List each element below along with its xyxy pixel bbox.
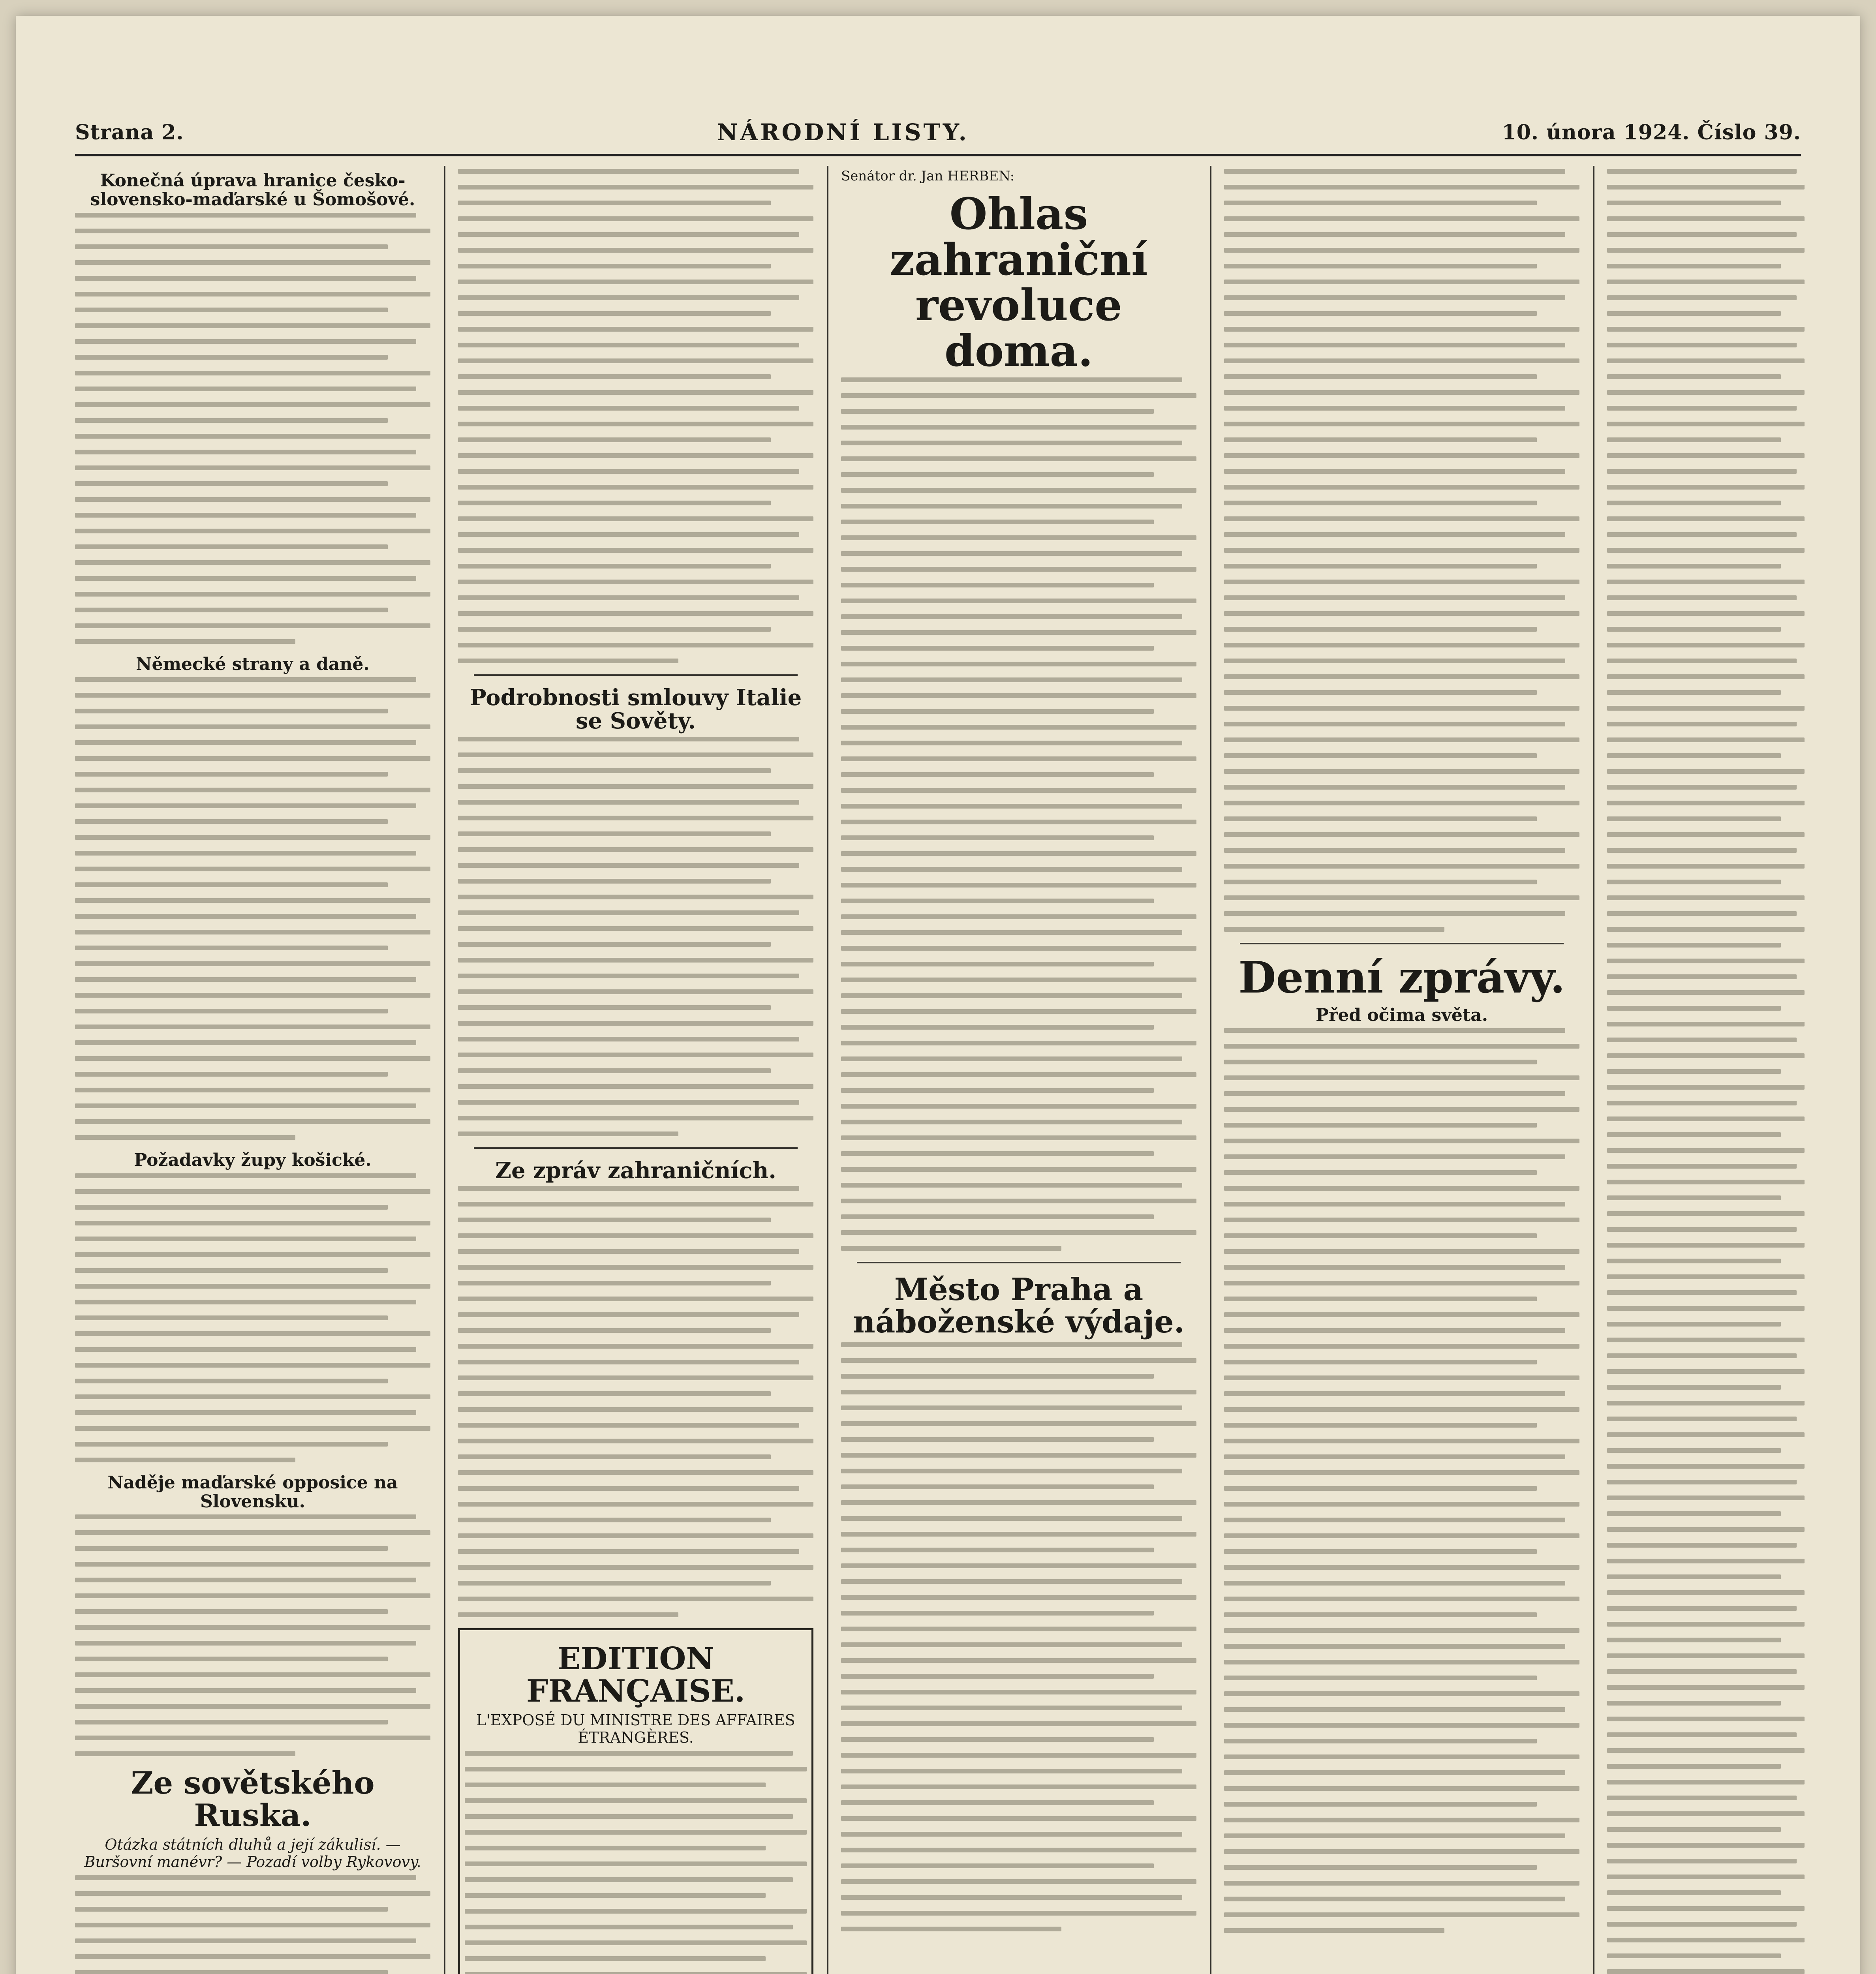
article-body-text	[841, 1342, 1196, 1931]
column-rule	[1210, 166, 1211, 1974]
page-header	[75, 111, 1801, 156]
article-headline: Město Praha a náboženské výdaje.	[853, 1272, 1185, 1340]
separator	[857, 1262, 1181, 1263]
column-3	[841, 166, 1196, 1974]
article-body-text	[458, 1186, 813, 1617]
article-body-text	[1607, 169, 1805, 1974]
section-title: EDITION FRANÇAISE.	[526, 1641, 746, 1709]
page-number: Strana 2.	[75, 120, 184, 144]
article-subheadline: Otázka státních dluhů a její zákulisí. — Buršovní manévr? — Pozadí volby Rykovovy.	[84, 1836, 421, 1871]
article-headline: Německé strany a daně.	[136, 654, 370, 674]
separator	[1240, 943, 1564, 944]
newspaper-page	[16, 16, 1860, 1974]
article-headline: Ze sovětského Ruska.	[131, 1765, 375, 1834]
section-headline: Denní zprávy.	[1238, 952, 1565, 1003]
column-5	[1607, 166, 1805, 1974]
column-1	[75, 166, 430, 1974]
article-headline: Ze zpráv zahraničních.	[495, 1157, 776, 1184]
article-body-text	[75, 1514, 430, 1756]
newspaper-title: NÁRODNÍ LISTY.	[717, 119, 969, 146]
column-2	[458, 166, 813, 1974]
article-body-text	[1224, 169, 1579, 932]
column-rule	[1593, 166, 1594, 1974]
article-headline: Podrobnosti smlouvy Italie se Sověty.	[469, 685, 802, 734]
column-4	[1224, 166, 1579, 1974]
separator	[474, 1147, 798, 1149]
article-body-text	[75, 1173, 430, 1462]
section-subtitle: L'EXPOSÉ DU MINISTRE DES AFFAIRES ÉTRANGÈRES.	[476, 1711, 795, 1747]
article-headline: Naděje maďarské opposice na Slovensku.	[107, 1472, 398, 1512]
separator	[474, 674, 798, 676]
column-rule	[827, 166, 828, 1974]
article-body-text	[465, 1751, 807, 1974]
article-body-text	[458, 169, 813, 663]
article-body-text	[458, 737, 813, 1136]
article-body-text	[75, 213, 430, 644]
article-headline: Požadavky župy košické.	[134, 1150, 372, 1171]
article-body-text	[75, 677, 430, 1140]
article-headline: Ohlas zahraniční revoluce doma.	[890, 188, 1148, 376]
article-body-text	[1224, 1028, 1579, 1933]
article-byline: Senátor dr. Jan HERBEN:	[841, 168, 1015, 184]
article-headline: Konečná úprava hranice česko-slovensko-maďarské u Šomošové.	[90, 171, 415, 210]
issue-date: 10. února 1924. Číslo 39.	[1502, 120, 1801, 144]
french-edition-box	[458, 1628, 813, 1974]
section-subheadline: Před očima světa.	[1315, 1005, 1488, 1025]
article-body-text	[841, 377, 1196, 1251]
article-body-text	[75, 1875, 430, 1974]
column-rule	[444, 166, 445, 1974]
